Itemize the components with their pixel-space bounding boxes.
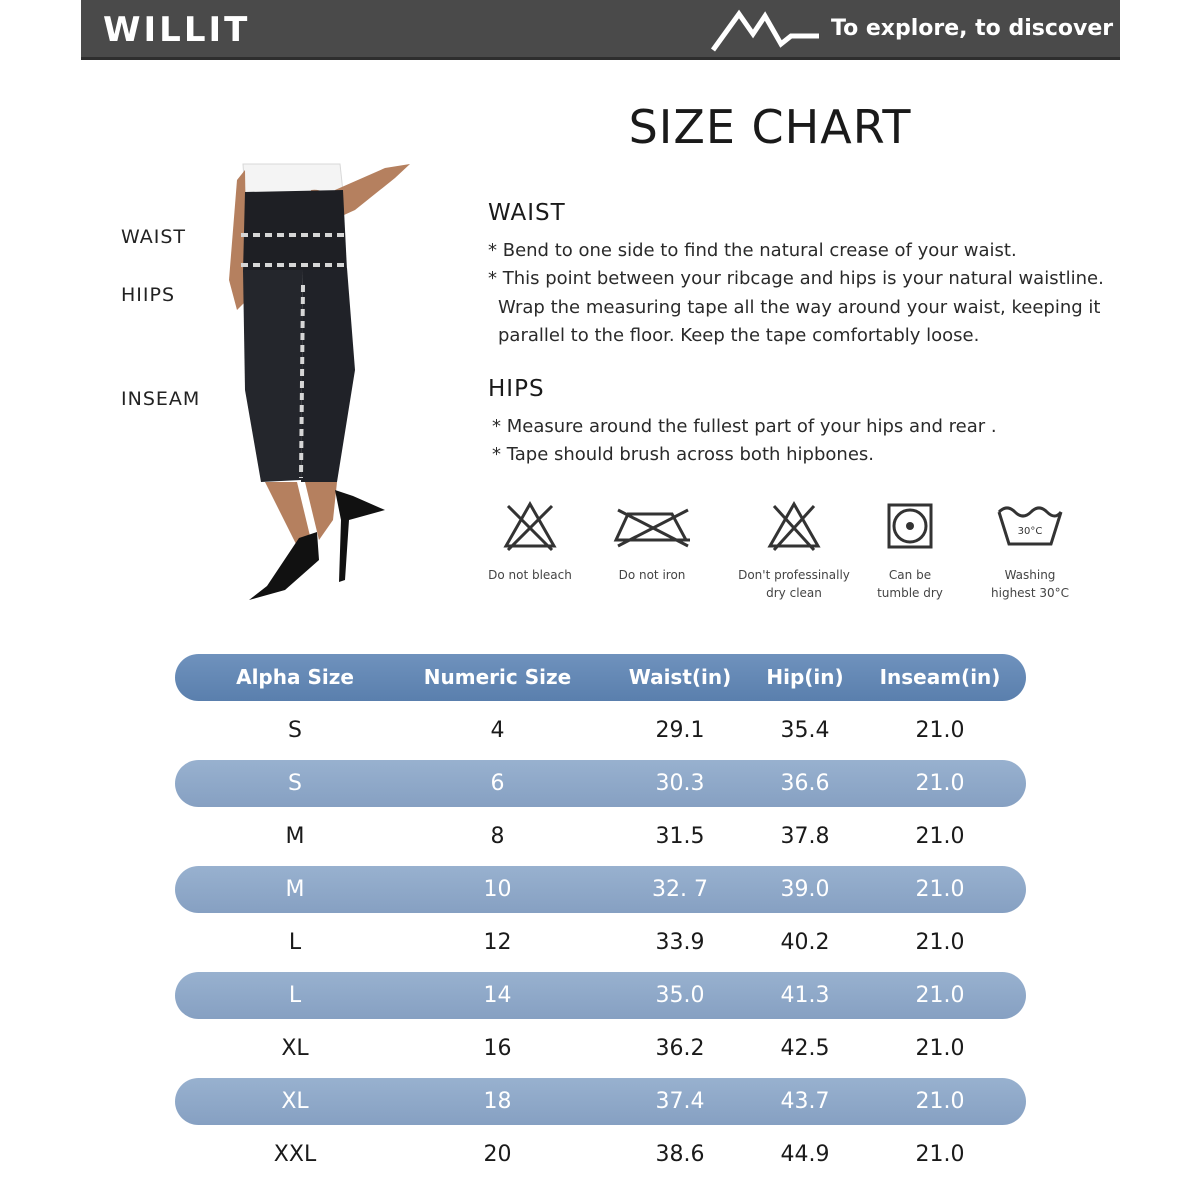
table-cell: 33.9 xyxy=(655,930,705,955)
brand-logo: WILLIT xyxy=(103,10,251,50)
table-row xyxy=(175,1078,1026,1125)
table-cell: 12 xyxy=(483,930,512,955)
care-label-line: Do not bleach xyxy=(488,568,572,582)
column-header: Numeric Size xyxy=(423,665,572,689)
table-cell: 21.0 xyxy=(915,877,965,902)
wash-30-icon xyxy=(995,500,1065,552)
table-cell: 41.3 xyxy=(780,983,830,1008)
table-cell: 14 xyxy=(483,983,512,1008)
table-cell: 8 xyxy=(490,824,505,849)
care-label-line: Do not iron xyxy=(618,568,686,582)
table-cell: S xyxy=(288,771,302,796)
table-body xyxy=(175,707,1026,1178)
care-label xyxy=(965,566,1095,602)
table-cell: 36.2 xyxy=(655,1036,705,1061)
table-row xyxy=(175,1131,1026,1178)
table-row xyxy=(175,707,1026,754)
column-header: Alpha Size xyxy=(236,665,354,689)
do-not-bleach-icon xyxy=(502,500,558,552)
waist-text-line: parallel to the floor. Keep the tape comfortably loose. xyxy=(498,325,980,346)
table-cell: 43.7 xyxy=(780,1089,830,1114)
table-header-row xyxy=(175,654,1026,701)
header-bar xyxy=(81,0,1120,60)
care-item-do-not-dry-clean xyxy=(729,500,859,602)
do-not-iron-icon xyxy=(610,500,694,552)
hips-text-line: * Measure around the fullest part of your hips and rear . xyxy=(492,416,997,437)
care-label-line: tumble dry xyxy=(877,586,943,600)
column-header: Inseam(in) xyxy=(879,665,1001,689)
table-cell: 30.3 xyxy=(655,771,705,796)
table-cell: L xyxy=(288,983,302,1008)
table-cell: XL xyxy=(281,1036,309,1061)
wash-temperature-text: 30°C xyxy=(1017,526,1043,537)
hips-text-line: * Tape should brush across both hipbones. xyxy=(492,444,874,465)
table-cell: M xyxy=(285,824,305,849)
care-label-line: Can be xyxy=(888,568,932,582)
care-label xyxy=(729,566,859,602)
tagline: To explore, to discover xyxy=(831,16,1114,41)
waist-text-line: * This point between your ribcage and hips is your natural waistline. xyxy=(488,268,1104,289)
table-cell: 29.1 xyxy=(655,718,705,743)
table-cell: 37.8 xyxy=(780,824,830,849)
model-figure-image xyxy=(215,160,415,605)
table-cell: 6 xyxy=(490,771,505,796)
size-table xyxy=(175,654,1026,1184)
table-row xyxy=(175,866,1026,913)
table-row xyxy=(175,972,1026,1019)
care-item-do-not-iron xyxy=(587,500,717,584)
table-cell: 32. 7 xyxy=(652,877,708,902)
table-row xyxy=(175,760,1026,807)
page-title: SIZE CHART xyxy=(628,100,912,154)
waist-heading: WAIST xyxy=(488,200,566,226)
table-cell: 4 xyxy=(490,718,505,743)
table-cell: 21.0 xyxy=(915,824,965,849)
figure-label-inseam: INSEAM xyxy=(121,388,201,410)
table-row xyxy=(175,1025,1026,1072)
table-cell: S xyxy=(288,718,302,743)
table-cell: 37.4 xyxy=(655,1089,705,1114)
column-header: Hip(in) xyxy=(766,665,844,689)
figure-label-waist: WAIST xyxy=(121,226,187,248)
table-cell: 16 xyxy=(483,1036,512,1061)
table-row xyxy=(175,813,1026,860)
table-cell: 21.0 xyxy=(915,983,965,1008)
care-label-line: Don't professinally xyxy=(738,568,850,582)
do-not-dry-clean-icon xyxy=(766,500,822,552)
care-label-line: dry clean xyxy=(766,586,822,600)
table-cell: 18 xyxy=(483,1089,512,1114)
table-cell: 38.6 xyxy=(655,1142,705,1167)
table-cell: 39.0 xyxy=(780,877,830,902)
table-cell: 35.4 xyxy=(780,718,830,743)
column-header: Waist(in) xyxy=(628,665,732,689)
table-cell: 35.0 xyxy=(655,983,705,1008)
table-cell: 40.2 xyxy=(780,930,830,955)
table-cell: 36.6 xyxy=(780,771,830,796)
table-cell: 21.0 xyxy=(915,1089,965,1114)
table-cell: 44.9 xyxy=(780,1142,830,1167)
table-cell: 42.5 xyxy=(780,1036,830,1061)
care-label xyxy=(845,566,975,602)
mountain-logo-icon xyxy=(709,6,821,54)
care-item-wash-30 xyxy=(965,500,1095,602)
waist-text-line: Wrap the measuring tape all the way around your waist, keeping it xyxy=(498,297,1101,318)
table-cell: 21.0 xyxy=(915,1142,965,1167)
care-label xyxy=(465,566,595,584)
waist-text-line: * Bend to one side to find the natural crease of your waist. xyxy=(488,240,1017,261)
care-label-line: Washing xyxy=(1004,568,1056,582)
table-cell: XXL xyxy=(273,1142,317,1167)
table-cell: 21.0 xyxy=(915,771,965,796)
care-item-do-not-bleach xyxy=(465,500,595,584)
table-row xyxy=(175,919,1026,966)
table-cell: 21.0 xyxy=(915,718,965,743)
care-label xyxy=(587,566,717,584)
table-cell: 21.0 xyxy=(915,1036,965,1061)
table-cell: XL xyxy=(281,1089,309,1114)
table-cell: 31.5 xyxy=(655,824,705,849)
table-cell: 21.0 xyxy=(915,930,965,955)
table-cell: L xyxy=(288,930,302,955)
table-cell: 10 xyxy=(483,877,512,902)
table-cell: 20 xyxy=(483,1142,512,1167)
care-label-line: highest 30°C xyxy=(991,586,1069,600)
hips-heading: HIPS xyxy=(488,376,545,402)
care-item-tumble-dry xyxy=(845,500,975,602)
figure-label-hips: HIIPS xyxy=(121,284,176,306)
tumble-dry-icon xyxy=(884,500,936,552)
table-cell: M xyxy=(285,877,305,902)
